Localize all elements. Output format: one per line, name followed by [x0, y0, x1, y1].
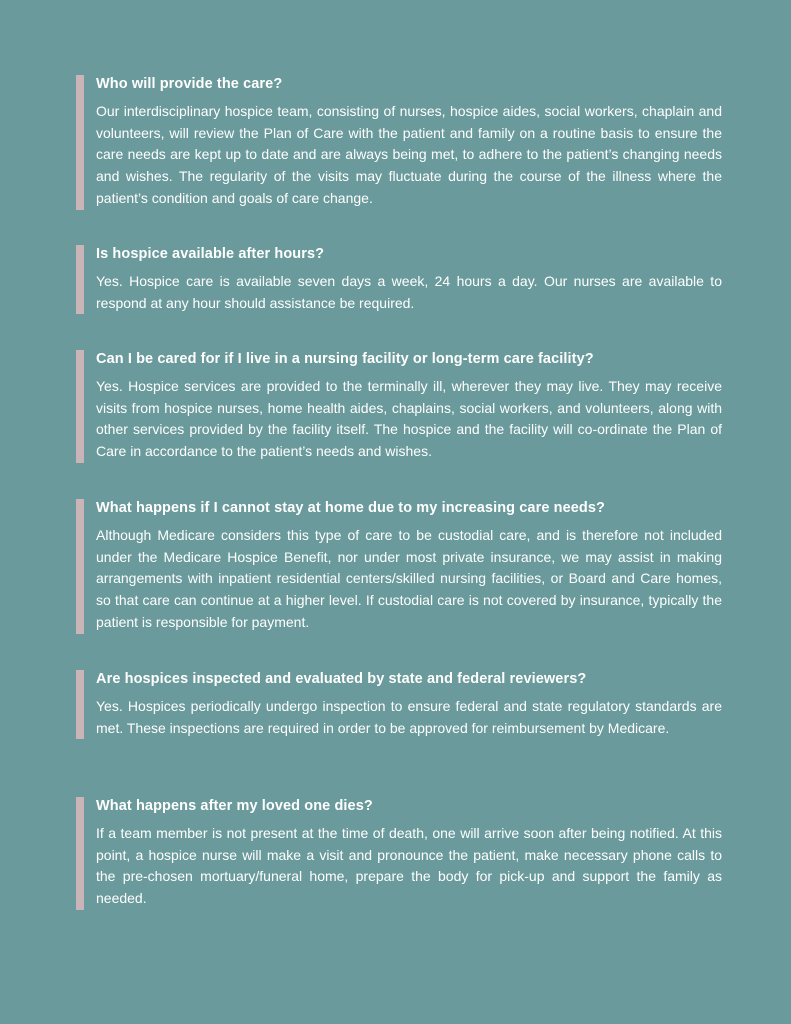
faq-answer: Yes. Hospice services are provided to the terminally ill, wherever they may live. They may receive visits from hospice nurses, home health aides, chaplains, social workers, and volunteers, along with other services provided by the facility itself. The hospice and the facility will co-ordinate the Plan of Care in accordance to the patient’s needs and wishes. [96, 378, 722, 460]
faq-answer: Yes. Hospices periodically undergo inspection to ensure federal and state regulatory standards are met. These inspections are required in order to be approved for reimbursement by Medicare. [96, 698, 722, 736]
faq-question: Are hospices inspected and evaluated by state and federal reviewers? [96, 671, 587, 687]
faq-question: Who will provide the care? [96, 76, 283, 92]
faq-question: What happens if I cannot stay at home due to my increasing care needs? [96, 500, 605, 516]
faq-item-inspections [76, 670, 722, 739]
accent-bar [76, 670, 84, 739]
accent-bar [76, 797, 84, 910]
accent-bar [76, 245, 84, 314]
faq-item-increasing-care-needs [76, 499, 722, 634]
faq-question: Is hospice available after hours? [96, 246, 325, 262]
faq-item-nursing-facility [76, 350, 722, 463]
faq-answer: Our interdisciplinary hospice team, consisting of nurses, hospice aides, social workers, chaplain and volunteers, will review the Plan of Care with the patient and family on a routine basis to ensure the care needs are kept up to date and are always being met, to adhere to the patient’s changing needs and wishes. The regularity of the visits may fluctuate during the course of the illness where the patient’s condition and goals of care change. [96, 103, 722, 206]
faq-answer: Although Medicare considers this type of care to be custodial care, and is therefore not included under the Medicare Hospice Benefit, nor under most private insurance, we may assist in making arrangements with inpatient residential centers/skilled nursing facilities, or Board and Care homes, so that care can continue at a higher level. If custodial care is not covered by insurance, typically the patient is responsible for payment. [96, 527, 722, 630]
faq-item-care-providers [76, 75, 722, 210]
faq-item-after-death [76, 797, 722, 910]
accent-bar [76, 499, 84, 634]
faq-item-after-hours [76, 245, 722, 314]
faq-question: Can I be cared for if I live in a nursing facility or long-term care facility? [96, 351, 594, 367]
accent-bar [76, 350, 84, 463]
faq-question: What happens after my loved one dies? [96, 798, 373, 814]
faq-answer: If a team member is not present at the time of death, one will arrive soon after being notified. At this point, a hospice nurse will make a visit and pronounce the patient, make necessary phone calls to the pre-chosen mortuary/funeral home, prepare the body for pick-up and support the family as needed. [96, 825, 722, 907]
accent-bar [76, 75, 84, 210]
faq-answer: Yes. Hospice care is available seven days a week, 24 hours a day. Our nurses are available to respond at any hour should assistance be required. [96, 273, 722, 311]
